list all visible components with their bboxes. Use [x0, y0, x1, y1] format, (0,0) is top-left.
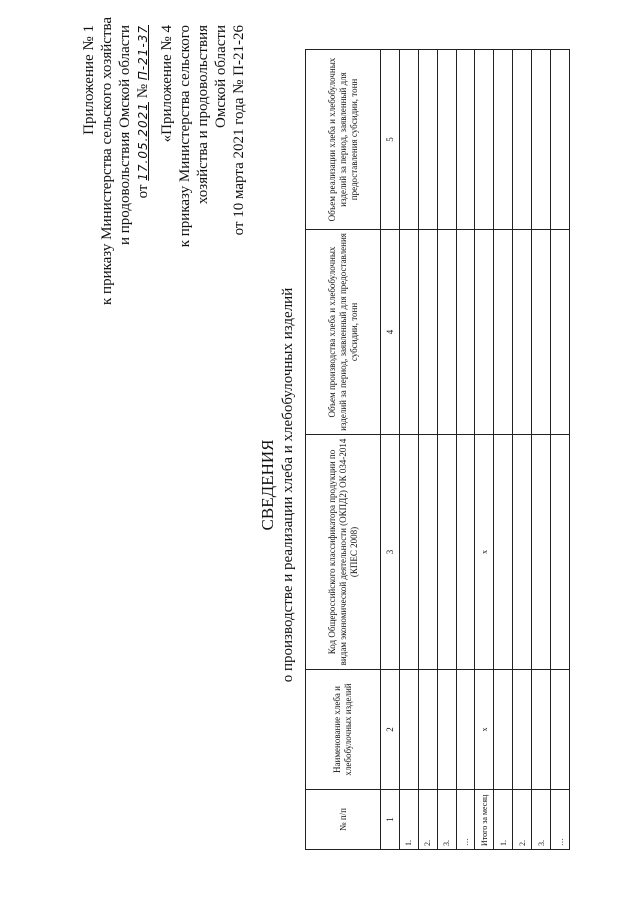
table-cell: 2.: [513, 790, 532, 850]
table-cell: [399, 670, 418, 790]
table-row: [437, 50, 456, 850]
table-cell: [418, 50, 437, 230]
table-cell: 1.: [399, 790, 418, 850]
table-cell: х: [475, 435, 494, 670]
appendix-1-block: [80, 16, 152, 305]
table-cell: [494, 50, 513, 230]
table-cell: [418, 230, 437, 435]
table-cell: Итого за месяц: [475, 790, 494, 850]
table-cell: [532, 435, 551, 670]
column-number: 3: [381, 435, 400, 670]
table-cell: [399, 435, 418, 670]
table-row: [551, 50, 570, 850]
table-cell: [399, 230, 418, 435]
table-cell: [437, 230, 456, 435]
header-product-name: Наименование хлеба и хлебобулочных изделий: [306, 670, 381, 790]
column-number: 5: [381, 50, 400, 230]
table-cell: [456, 50, 475, 230]
data-table-container: [305, 50, 570, 850]
appendix-1-line-2: к приказу Министерства сельского хозяйства: [99, 16, 115, 305]
table-cell: …: [551, 790, 570, 850]
table-row: [494, 50, 513, 850]
table-cell: …: [456, 790, 475, 850]
table-row: [475, 50, 494, 850]
table-cell: [494, 670, 513, 790]
table-row: [456, 50, 475, 850]
appendix-4-title: «Приложение № 4: [159, 25, 175, 143]
table-cell: [551, 670, 570, 790]
appendix-4-line-3: хозяйства и продовольствия: [195, 25, 211, 205]
table-cell: [475, 50, 494, 230]
table-cell: [532, 670, 551, 790]
table-cell: [513, 50, 532, 230]
table-cell: [513, 670, 532, 790]
table-row: [399, 50, 418, 850]
column-number: 4: [381, 230, 400, 435]
table-cell: [418, 670, 437, 790]
table-row: [418, 50, 437, 850]
handwritten-date: 17.05.2021: [136, 102, 150, 181]
table-cell: [399, 50, 418, 230]
header-sales-volume: Объем реализации хлеба и хлебобулочных изделий за период, заявленный для предоставления субсидии, тонн: [306, 50, 381, 230]
table-cell: [494, 230, 513, 435]
table-cell: [437, 435, 456, 670]
header-okpd2-code: Код Общероссийского классификатора продукции по видам экономической деятельности (ОКПД2) ОК 034-2014 (КПЕС 2008): [306, 435, 381, 670]
table-cell: [532, 50, 551, 230]
table-cell: [437, 670, 456, 790]
table-cell: [456, 670, 475, 790]
table-cell: [532, 230, 551, 435]
date-prefix: от: [135, 184, 151, 199]
table-cell: [456, 435, 475, 670]
table-cell: [475, 230, 494, 435]
table-cell: [418, 435, 437, 670]
appendix-4-line-4: Омской области: [213, 25, 229, 128]
column-numbers-row: [381, 50, 400, 850]
table-cell: [513, 230, 532, 435]
appendix-4-block: [158, 25, 248, 305]
table-cell: [513, 435, 532, 670]
appendix-1-date-line: [134, 25, 152, 305]
table-cell: [551, 435, 570, 670]
data-table: [305, 49, 570, 850]
appendix-1-title: Приложение № 1: [81, 25, 97, 135]
table-cell: 3.: [532, 790, 551, 850]
appendix-4-line-5: от 10 марта 2021 года № П-21-26: [231, 25, 247, 236]
column-number: 2: [381, 670, 400, 790]
appendix-4-line-2: к приказу Министерства сельского: [177, 25, 193, 248]
document-subtitle: о производстве и реализации хлеба и хлебобулочных изделий: [280, 287, 296, 683]
table-cell: [456, 230, 475, 435]
table-cell: [494, 435, 513, 670]
appendix-1-line-3: и продовольствия Омской области: [117, 25, 133, 246]
number-prefix: №: [135, 83, 151, 99]
table-row: [513, 50, 532, 850]
table-row: [532, 50, 551, 850]
table-cell: х: [475, 670, 494, 790]
handwritten-number: П-21-37: [136, 25, 150, 81]
table-cell: 2.: [418, 790, 437, 850]
document-title: СВЕДЕНИЯ: [258, 439, 277, 531]
table-cell: 3.: [437, 790, 456, 850]
header-number: № п/п: [306, 790, 381, 850]
table-cell: [551, 50, 570, 230]
table-cell: [551, 230, 570, 435]
table-cell: 1.: [494, 790, 513, 850]
table-cell: [437, 50, 456, 230]
header-production-volume: Объем производства хлеба и хлебобулочных изделий за период, заявленный для предоставления субсидии, тонн: [306, 230, 381, 435]
column-number: 1: [381, 790, 400, 850]
